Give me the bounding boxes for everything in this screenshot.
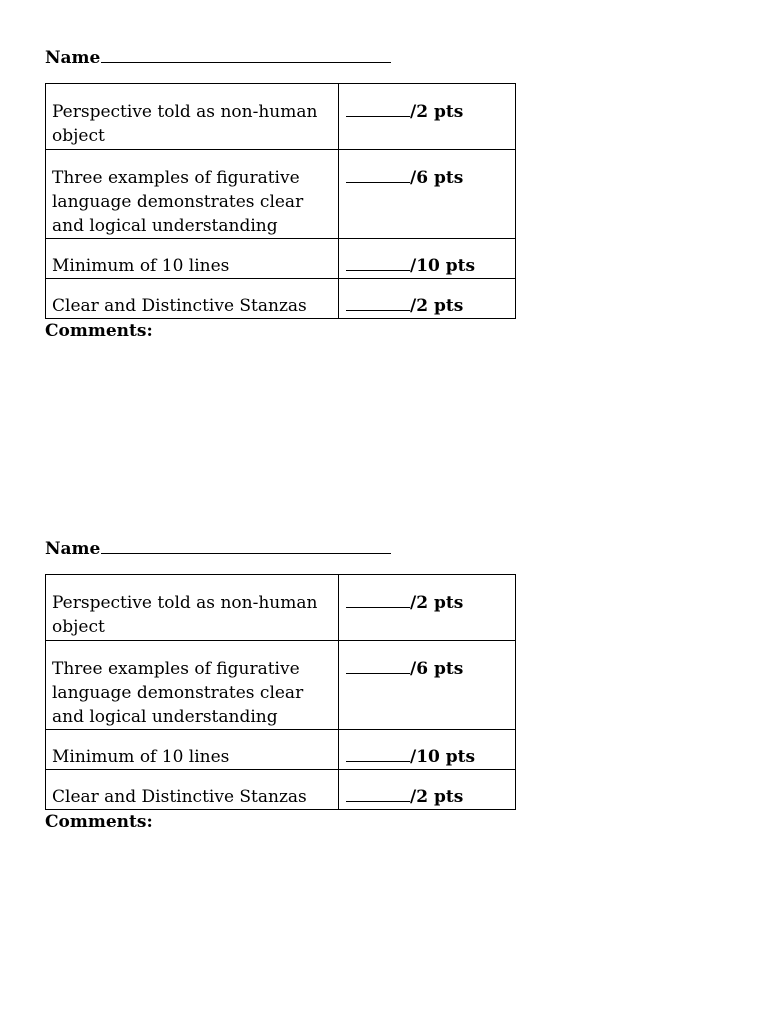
score-cell xyxy=(339,239,516,279)
table-row xyxy=(46,770,516,810)
rubric-table xyxy=(45,574,516,810)
score-max: /2 pts xyxy=(410,102,464,122)
score-cell xyxy=(339,641,516,730)
name-blank-line[interactable] xyxy=(101,46,391,63)
rubric-table xyxy=(45,83,516,319)
table-row xyxy=(46,730,516,770)
rubric-form-1 xyxy=(45,46,515,343)
score-blank-line[interactable] xyxy=(346,294,410,311)
table-row xyxy=(46,279,516,319)
score-cell xyxy=(339,279,516,319)
score-cell xyxy=(339,770,516,810)
comments-label: Comments: xyxy=(45,321,153,341)
score-max: /2 pts xyxy=(410,787,464,807)
rubric-form-2 xyxy=(45,537,515,834)
comments-label: Comments: xyxy=(45,812,153,832)
table-row xyxy=(46,84,516,150)
table-row xyxy=(46,575,516,641)
name-label: Name xyxy=(45,48,101,68)
score-blank-line[interactable] xyxy=(346,785,410,802)
name-field-row xyxy=(45,46,515,70)
name-label: Name xyxy=(45,539,101,559)
score-blank-line[interactable] xyxy=(346,254,410,271)
score-blank-line[interactable] xyxy=(346,657,410,674)
name-blank-line[interactable] xyxy=(101,537,391,554)
score-max: /2 pts xyxy=(410,296,464,316)
score-cell xyxy=(339,730,516,770)
name-field-row xyxy=(45,537,515,561)
score-cell xyxy=(339,575,516,641)
table-row xyxy=(46,150,516,239)
criterion-cell: Perspective told as non-human object xyxy=(46,575,339,641)
criterion-cell: Clear and Distinctive Stanzas xyxy=(46,279,339,319)
score-max: /6 pts xyxy=(410,168,464,188)
table-row xyxy=(46,239,516,279)
score-max: /6 pts xyxy=(410,659,464,679)
criterion-cell: Perspective told as non-human object xyxy=(46,84,339,150)
score-cell xyxy=(339,84,516,150)
score-max: /10 pts xyxy=(410,256,476,276)
table-row xyxy=(46,641,516,730)
score-max: /10 pts xyxy=(410,747,476,767)
criterion-cell: Minimum of 10 lines xyxy=(46,239,339,279)
score-cell xyxy=(339,150,516,239)
criterion-cell: Three examples of figurative language demonstrates clear and logical understanding xyxy=(46,150,339,239)
score-blank-line[interactable] xyxy=(346,100,410,117)
criterion-cell: Three examples of figurative language demonstrates clear and logical understanding xyxy=(46,641,339,730)
score-blank-line[interactable] xyxy=(346,745,410,762)
criterion-cell: Minimum of 10 lines xyxy=(46,730,339,770)
score-blank-line[interactable] xyxy=(346,166,410,183)
criterion-cell: Clear and Distinctive Stanzas xyxy=(46,770,339,810)
score-max: /2 pts xyxy=(410,593,464,613)
score-blank-line[interactable] xyxy=(346,591,410,608)
